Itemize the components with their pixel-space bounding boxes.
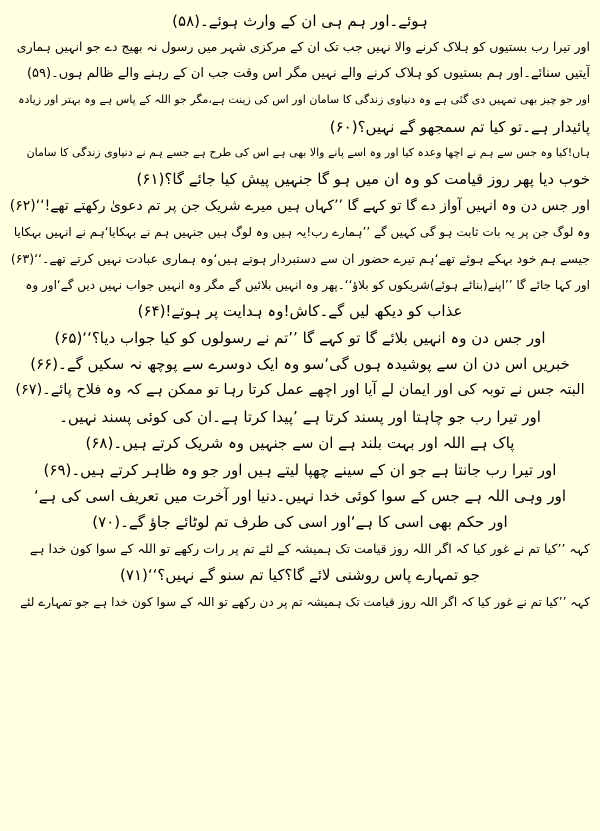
text-line: جو تمہارے پاس روشنی لائے گا؟کیا تم سنو گے نہیں؟‘‘(۷۱) bbox=[120, 566, 480, 585]
text-line: اور تیرا رب جو چاہتا اور پسند کرتا ہے ’پیدا کرتا ہے۔ان کی کوئی پسند نہیں۔ bbox=[59, 407, 541, 426]
text-line: خبریں اس دن ان سے پوشیدہ ہوں گی‘سو وہ ایک دوسرے سے پوچھ نہ سکیں گے۔(۶۶) bbox=[30, 355, 570, 374]
text-line: ہاں!کیا وہ جس سے ہم نے اچھا وعدہ کیا اور وہ اسے پانے والا بھی ہے اس کی طرح ہے جسے ہم نے دنیاوی زندگی کا سامان bbox=[26, 145, 590, 159]
text-line: خوب دیا پھر روز قیامت کو وہ ان میں ہو گا جنہیں پیش کیا جائے گا؟(۶۱) bbox=[136, 170, 590, 189]
text-line: پائیدار ہے۔تو کیا تم سمجھو گے نہیں؟(۶۰) bbox=[329, 117, 590, 136]
text-line: اور تیرا رب جانتا ہے جو ان کے سینے چھپا لیتے ہیں اور جو وہ ظاہر کرتے ہیں۔(۶۹) bbox=[43, 460, 557, 479]
text-line: وہ لوگ جن پر یہ بات ثابت ہو گی کہیں گے ’’ہمارے رب!یہ ہیں وہ لوگ ہیں جنہیں ہم نے بہکایا‘ہم نے انہیں بہکایا bbox=[13, 225, 590, 240]
text-line: اور جس دن وہ انہیں آواز دے گا تو کہے گا ’’کہاں ہیں میرے شریک جن پر تم دعویٰ رکھتے تھے!‘‘(۶۲) bbox=[10, 197, 590, 214]
text-line: اور جو چیز بھی تمہیں دی گئی ہے وہ دنیاوی زندگی کا سامان اور اس کی زینت ہے،مگر جو اللہ کے پاس ہے وہ بہتر اور زیادہ bbox=[18, 93, 590, 107]
text-line: اور تیرا رب بستیوں کو ہلاک کرنے والا نہیں جب تک ان کے مرکزی شہر میں رسول نہ بھیج دے جو انہیں ہماری bbox=[16, 39, 590, 55]
text-line: اور کہا جائے گا ’’اپنے(بنائے ہوئے)شریکوں کو بلاؤ‘‘۔پھر وہ انہیں بلائیں گے مگر وہ انہیں جواب نہیں دیں گے‘اور وہ bbox=[25, 277, 590, 292]
text-line: پاک ہے اللہ اور بہت بلند ہے ان سے جنہیں وہ شریک کرتے ہیں۔(۶۸) bbox=[85, 434, 515, 453]
text-line: کہہ ’’کیا تم نے غور کیا کہ اگر اللہ روز قیامت تک ہمیشہ تم پر دن رکھے تو اللہ کے سوا کون خدا ہے جو تمہارے لئے bbox=[20, 594, 590, 609]
urdu-text-body bbox=[10, 8, 590, 615]
text-line: عذاب کو دیکھ لیں گے۔کاش!وہ ہدایت پر ہوتے!(۶۴) bbox=[137, 302, 463, 321]
text-line: البتہ جس نے توبہ کی اور ایمان لے آیا اور اچھے عمل کرتا رہا تو ممکن ہے کہ وہ فلاح پائے۔(۶۷) bbox=[15, 382, 585, 399]
text-line: اور جس دن وہ انہیں بلائے گا تو کہے گا ’’تم نے رسولوں کو کیا جواب دیا؟‘‘(۶۵) bbox=[54, 328, 546, 347]
text-line: اور حکم بھی اسی کا ہے‘اور اسی کی طرف تم لوٹائے جاؤ گے۔(۷۰) bbox=[92, 513, 508, 532]
text-line: کہہ ’’کیا تم نے غور کیا کہ اگر اللہ روز قیامت تک ہمیشہ کے لئے تم پر رات رکھے تو اللہ کے سوا کون خدا ہے bbox=[29, 540, 590, 556]
text-line: آیتیں سنائے۔اور ہم بستیوں کو ہلاک کرنے والے نہیں مگر اس وقت جب ان کے رہنے والے ظالم ہوں۔(۵۹) bbox=[26, 65, 590, 81]
text-line: جیسے ہم خود بہکے ہوئے تھے‘ہم تیرے حضور ان سے دستبردار ہوتے ہیں‘وہ ہماری عبادت نہیں کرتے تھے۔‘‘(۶۳) bbox=[10, 250, 590, 266]
text-line: ہوئے۔اور ہم ہی ان کے وارث ہوئے۔(۵۸) bbox=[172, 12, 428, 30]
text-line: اور وہی اللہ ہے جس کے سوا کوئی خدا نہیں۔دنیا اور آخرت میں تعریف اسی کی ہے‘ bbox=[34, 487, 566, 506]
